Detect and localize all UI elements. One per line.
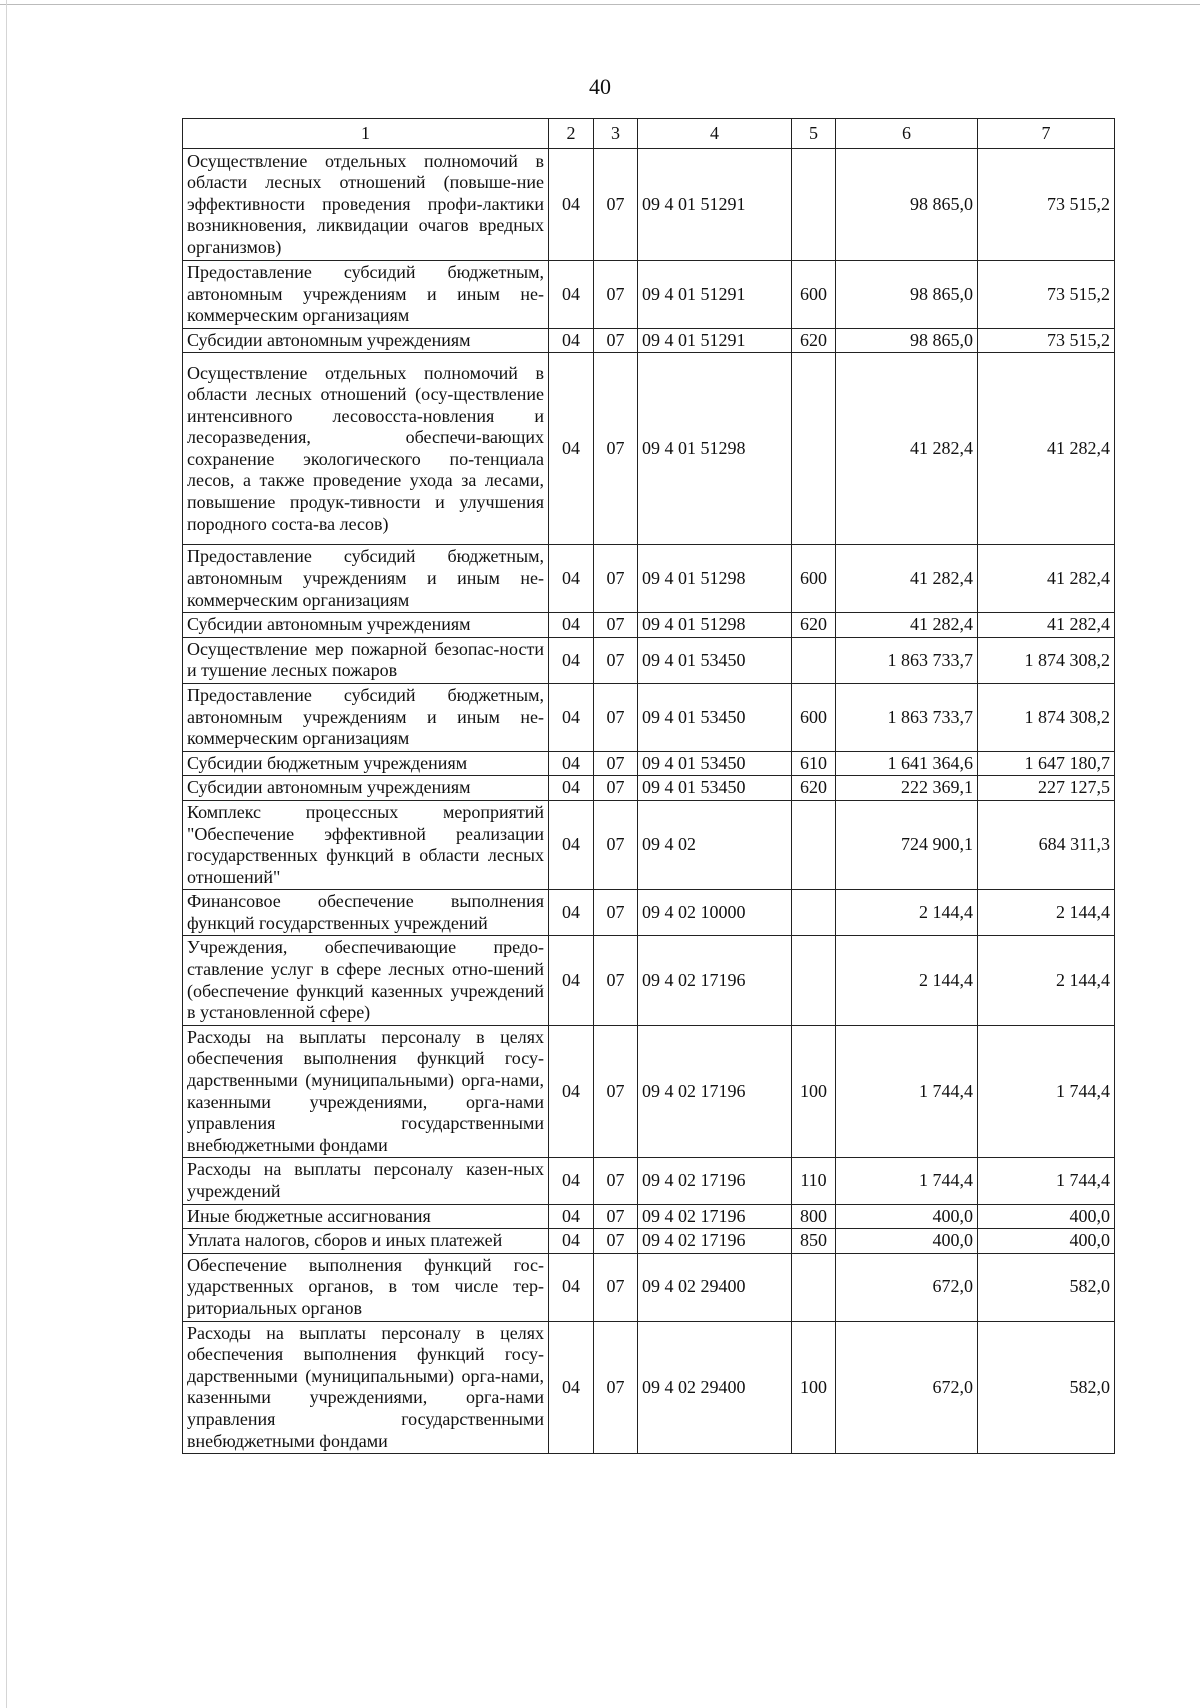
- row-amount-col7: 41 282,4: [978, 545, 1115, 613]
- row-amount-col7: 582,0: [978, 1321, 1115, 1454]
- row-subsection: 07: [594, 683, 638, 751]
- row-name: Комплекс процессных мероприятий "Обеспечение эффективной реализации государственных функций в области лесных отношений": [183, 800, 549, 889]
- row-subsection: 07: [594, 545, 638, 613]
- row-amount-col6: 1 744,4: [836, 1158, 978, 1204]
- row-expense-type: [792, 890, 836, 936]
- row-amount-col6: 2 144,4: [836, 890, 978, 936]
- row-target-code: 09 4 02 17196: [638, 1204, 792, 1229]
- row-target-code: 09 4 02 10000: [638, 890, 792, 936]
- page-number: 40: [589, 74, 611, 99]
- row-expense-type: 110: [792, 1158, 836, 1204]
- row-section: 04: [549, 776, 594, 801]
- row-subsection: 07: [594, 890, 638, 936]
- row-target-code: 09 4 02: [638, 800, 792, 889]
- row-amount-col6: 672,0: [836, 1253, 978, 1321]
- row-name: Расходы на выплаты персоналу в целях обеспечения выполнения функций госу-дарственными (муниципальными) орга-нами, казенными учреждениями, орга-нами управления государственными внебюджетными фондами: [183, 1025, 549, 1158]
- row-expense-type: 100: [792, 1025, 836, 1158]
- header-col-6: 6: [836, 119, 978, 149]
- row-section: 04: [549, 936, 594, 1025]
- row-section: 04: [549, 1253, 594, 1321]
- table-row: [183, 149, 1115, 261]
- row-amount-col7: 1 874 308,2: [978, 637, 1115, 683]
- row-subsection: 07: [594, 353, 638, 545]
- row-section: 04: [549, 1158, 594, 1204]
- row-target-code: 09 4 01 51291: [638, 328, 792, 353]
- row-section: 04: [549, 1025, 594, 1158]
- header-col-5: 5: [792, 119, 836, 149]
- row-name: Субсидии автономным учреждениям: [183, 776, 549, 801]
- row-amount-col6: 41 282,4: [836, 545, 978, 613]
- row-amount-col6: 400,0: [836, 1204, 978, 1229]
- scan-edge: [0, 0, 1200, 5]
- row-amount-col7: 2 144,4: [978, 936, 1115, 1025]
- table-row: [183, 545, 1115, 613]
- row-amount-col6: 1 744,4: [836, 1025, 978, 1158]
- row-target-code: 09 4 02 17196: [638, 1158, 792, 1204]
- row-amount-col7: 41 282,4: [978, 613, 1115, 638]
- row-subsection: 07: [594, 637, 638, 683]
- row-amount-col6: 1 641 364,6: [836, 751, 978, 776]
- row-amount-col6: 98 865,0: [836, 149, 978, 261]
- row-amount-col6: 98 865,0: [836, 261, 978, 329]
- row-amount-col7: 1 744,4: [978, 1158, 1115, 1204]
- row-subsection: 07: [594, 776, 638, 801]
- row-section: 04: [549, 353, 594, 545]
- header-col-3: 3: [594, 119, 638, 149]
- row-amount-col7: 684 311,3: [978, 800, 1115, 889]
- row-name: Субсидии бюджетным учреждениям: [183, 751, 549, 776]
- row-subsection: 07: [594, 1229, 638, 1254]
- row-subsection: 07: [594, 800, 638, 889]
- table-row: [183, 1321, 1115, 1454]
- row-amount-col7: 227 127,5: [978, 776, 1115, 801]
- row-section: 04: [549, 637, 594, 683]
- row-name: Обеспечение выполнения функций гос-ударственных органов, в том числе тер-риториальных органов: [183, 1253, 549, 1321]
- row-amount-col7: 73 515,2: [978, 149, 1115, 261]
- row-target-code: 09 4 02 17196: [638, 1229, 792, 1254]
- row-expense-type: [792, 353, 836, 545]
- row-expense-type: [792, 149, 836, 261]
- row-subsection: 07: [594, 1025, 638, 1158]
- row-name: Предоставление субсидий бюджетным, автономным учреждениям и иным не-коммерческим организациям: [183, 683, 549, 751]
- row-amount-col6: 41 282,4: [836, 353, 978, 545]
- table-row: [183, 776, 1115, 801]
- row-expense-type: [792, 800, 836, 889]
- row-amount-col7: 41 282,4: [978, 353, 1115, 545]
- row-subsection: 07: [594, 1253, 638, 1321]
- row-section: 04: [549, 800, 594, 889]
- row-amount-col7: 73 515,2: [978, 328, 1115, 353]
- row-target-code: 09 4 02 29400: [638, 1321, 792, 1454]
- row-name: Иные бюджетные ассигнования: [183, 1204, 549, 1229]
- row-expense-type: 800: [792, 1204, 836, 1229]
- row-expense-type: 600: [792, 545, 836, 613]
- row-subsection: 07: [594, 936, 638, 1025]
- row-expense-type: 600: [792, 683, 836, 751]
- table-row: [183, 261, 1115, 329]
- row-target-code: 09 4 01 53450: [638, 751, 792, 776]
- row-expense-type: 600: [792, 261, 836, 329]
- row-expense-type: 100: [792, 1321, 836, 1454]
- row-expense-type: 620: [792, 613, 836, 638]
- header-col-2: 2: [549, 119, 594, 149]
- row-target-code: 09 4 02 17196: [638, 1025, 792, 1158]
- header-row: [183, 119, 1115, 149]
- row-section: 04: [549, 545, 594, 613]
- row-amount-col6: 1 863 733,7: [836, 683, 978, 751]
- row-name: Уплата налогов, сборов и иных платежей: [183, 1229, 549, 1254]
- table-row: [183, 1229, 1115, 1254]
- table-row: [183, 613, 1115, 638]
- table-row: [183, 353, 1115, 545]
- row-subsection: 07: [594, 149, 638, 261]
- row-expense-type: 610: [792, 751, 836, 776]
- row-section: 04: [549, 683, 594, 751]
- budget-table: [182, 118, 1115, 1454]
- row-amount-col7: 1 647 180,7: [978, 751, 1115, 776]
- row-amount-col6: 400,0: [836, 1229, 978, 1254]
- row-expense-type: [792, 637, 836, 683]
- row-amount-col6: 2 144,4: [836, 936, 978, 1025]
- row-section: 04: [549, 149, 594, 261]
- table-row: [183, 800, 1115, 889]
- row-amount-col7: 400,0: [978, 1229, 1115, 1254]
- table-row: [183, 328, 1115, 353]
- row-target-code: 09 4 01 53450: [638, 637, 792, 683]
- row-amount-col7: 2 144,4: [978, 890, 1115, 936]
- row-name: Предоставление субсидий бюджетным, автономным учреждениям и иным не-коммерческим организациям: [183, 545, 549, 613]
- row-subsection: 07: [594, 1204, 638, 1229]
- row-target-code: 09 4 01 51298: [638, 613, 792, 638]
- row-section: 04: [549, 613, 594, 638]
- row-target-code: 09 4 02 29400: [638, 1253, 792, 1321]
- table-row: [183, 1158, 1115, 1204]
- row-name: Финансовое обеспечение выполнения функций государственных учреждений: [183, 890, 549, 936]
- row-subsection: 07: [594, 751, 638, 776]
- row-section: 04: [549, 328, 594, 353]
- row-subsection: 07: [594, 1158, 638, 1204]
- row-name: Осуществление отдельных полномочий в области лесных отношений (осу-ществление интенсивного лесовосста-новления и лесоразведения, обеспечи-вающих сохранение экологического по-тенциала лесов, а также проведение ухода за лесами, повышение продук-тивности и улучшения породного соста-ва лесов): [183, 353, 549, 545]
- table-row: [183, 1025, 1115, 1158]
- row-expense-type: [792, 1253, 836, 1321]
- row-expense-type: 620: [792, 776, 836, 801]
- table-row: [183, 751, 1115, 776]
- row-amount-col6: 41 282,4: [836, 613, 978, 638]
- row-amount-col7: 1 874 308,2: [978, 683, 1115, 751]
- row-section: 04: [549, 890, 594, 936]
- table-row: [183, 1204, 1115, 1229]
- row-section: 04: [549, 1321, 594, 1454]
- row-expense-type: 620: [792, 328, 836, 353]
- row-amount-col6: 724 900,1: [836, 800, 978, 889]
- row-section: 04: [549, 1229, 594, 1254]
- header-col-1: 1: [183, 119, 549, 149]
- row-name: Осуществление мер пожарной безопас-ности и тушение лесных пожаров: [183, 637, 549, 683]
- row-expense-type: 850: [792, 1229, 836, 1254]
- row-name: Предоставление субсидий бюджетным, автономным учреждениям и иным не-коммерческим организациям: [183, 261, 549, 329]
- row-amount-col7: 73 515,2: [978, 261, 1115, 329]
- row-amount-col7: 582,0: [978, 1253, 1115, 1321]
- scan-edge-left: [6, 0, 7, 1708]
- row-target-code: 09 4 01 51291: [638, 261, 792, 329]
- row-target-code: 09 4 02 17196: [638, 936, 792, 1025]
- row-amount-col6: 672,0: [836, 1321, 978, 1454]
- row-amount-col7: 1 744,4: [978, 1025, 1115, 1158]
- row-expense-type: [792, 936, 836, 1025]
- row-subsection: 07: [594, 328, 638, 353]
- row-amount-col6: 98 865,0: [836, 328, 978, 353]
- row-target-code: 09 4 01 53450: [638, 683, 792, 751]
- row-section: 04: [549, 751, 594, 776]
- row-target-code: 09 4 01 51298: [638, 353, 792, 545]
- row-name: Расходы на выплаты персоналу казен-ных учреждений: [183, 1158, 549, 1204]
- row-subsection: 07: [594, 1321, 638, 1454]
- row-name: Учреждения, обеспечивающие предо-ставление услуг в сфере лесных отно-шений (обеспечение функций казенных учреждений в установленной сфере): [183, 936, 549, 1025]
- table-row: [183, 683, 1115, 751]
- row-section: 04: [549, 1204, 594, 1229]
- row-name: Субсидии автономным учреждениям: [183, 613, 549, 638]
- row-subsection: 07: [594, 613, 638, 638]
- header-col-4: 4: [638, 119, 792, 149]
- row-amount-col6: 222 369,1: [836, 776, 978, 801]
- row-name: Расходы на выплаты персоналу в целях обеспечения выполнения функций госу-дарственными (муниципальными) орга-нами, казенными учреждениями, орга-нами управления государственными внебюджетными фондами: [183, 1321, 549, 1454]
- table-row: [183, 1253, 1115, 1321]
- row-name: Субсидии автономным учреждениям: [183, 328, 549, 353]
- row-section: 04: [549, 261, 594, 329]
- table-row: [183, 637, 1115, 683]
- row-name: Осуществление отдельных полномочий в области лесных отношений (повыше-ние эффективности проведения профи-лактики возникновения, ликвидации очагов вредных организмов): [183, 149, 549, 261]
- row-target-code: 09 4 01 51298: [638, 545, 792, 613]
- row-target-code: 09 4 01 51291: [638, 149, 792, 261]
- header-col-7: 7: [978, 119, 1115, 149]
- table-row: [183, 890, 1115, 936]
- row-target-code: 09 4 01 53450: [638, 776, 792, 801]
- row-subsection: 07: [594, 261, 638, 329]
- row-amount-col7: 400,0: [978, 1204, 1115, 1229]
- table-row: [183, 936, 1115, 1025]
- row-amount-col6: 1 863 733,7: [836, 637, 978, 683]
